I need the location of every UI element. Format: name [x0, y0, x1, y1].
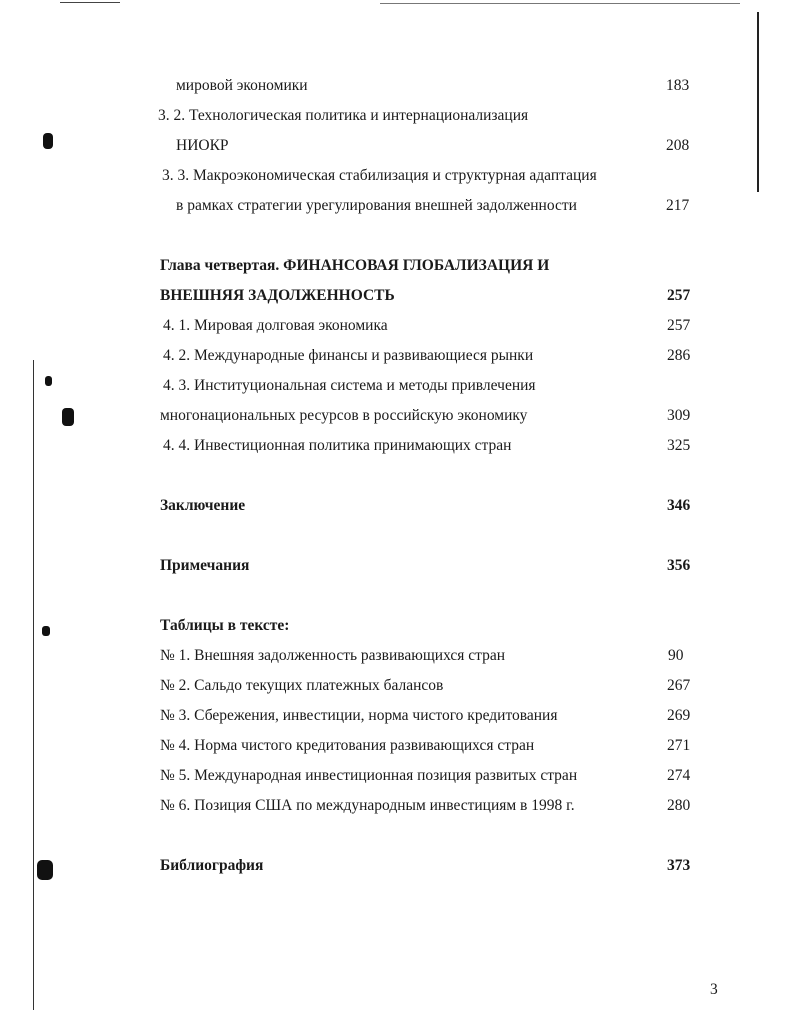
toc-line-page: 267	[667, 677, 691, 694]
ink-blot	[42, 626, 50, 636]
toc-line-page: 286	[667, 347, 691, 364]
toc-line-text: 4. 2. Международные финансы и развивающиеся рынки	[163, 347, 534, 364]
chapter-heading: ВНЕШНЯЯ ЗАДОЛЖЕННОСТЬ	[160, 287, 395, 304]
table-list-item: № 5. Международная инвестиционная позиция развитых стран	[160, 767, 578, 784]
ink-blot	[43, 133, 53, 149]
toc-line-page: 90	[668, 647, 684, 664]
toc-line-page: 346	[667, 497, 691, 514]
section-heading: Библиография	[160, 857, 264, 874]
toc-line-page: 309	[667, 407, 691, 424]
toc-line-text: 4. 1. Мировая долговая экономика	[163, 317, 388, 334]
toc-line-text: 4. 4. Инвестиционная политика принимающих стран	[163, 437, 512, 454]
toc-line-text: 3. 3. Макроэкономическая стабилизация и структурная адаптация	[162, 167, 597, 184]
scan-line-top	[60, 2, 120, 3]
toc-line-page: 325	[667, 437, 691, 454]
toc-line-page: 183	[666, 77, 690, 94]
toc-line-page: 373	[667, 857, 691, 874]
table-list-item: № 6. Позиция США по международным инвестициям в 1998 г.	[160, 797, 575, 814]
scan-edge-right	[757, 12, 759, 192]
toc-line-page: 271	[667, 737, 691, 754]
toc-line-page: 274	[667, 767, 691, 784]
toc-line-page: 257	[667, 287, 691, 304]
section-heading: Таблицы в тексте:	[160, 617, 290, 634]
ink-blot	[62, 408, 74, 426]
toc-line-text: мировой экономики	[176, 77, 308, 94]
toc-line-page: 280	[667, 797, 691, 814]
toc-line-text: НИОКР	[176, 137, 229, 154]
toc-line-text: 3. 2. Технологическая политика и интернационализация	[158, 107, 529, 124]
page-number: 3	[710, 981, 718, 998]
chapter-heading: Глава четвертая. ФИНАНСОВАЯ ГЛОБАЛИЗАЦИЯ И	[160, 257, 550, 274]
toc-line-page: 208	[666, 137, 690, 154]
toc-line-page: 269	[667, 707, 691, 724]
table-list-item: № 3. Сбережения, инвестиции, норма чистого кредитования	[160, 707, 558, 724]
toc-line-text: 4. 3. Институциональная система и методы привлечения	[163, 377, 536, 394]
toc-line-page: 257	[667, 317, 691, 334]
section-heading: Заключение	[160, 497, 246, 514]
ink-blot	[37, 860, 53, 880]
table-list-item: № 1. Внешняя задолженность развивающихся стран	[160, 647, 506, 664]
scan-edge-left	[33, 360, 34, 1010]
toc-line-page: 217	[666, 197, 690, 214]
toc-line-page: 356	[667, 557, 691, 574]
scan-line-top-right	[380, 3, 740, 4]
table-list-item: № 4. Норма чистого кредитования развивающихся стран	[160, 737, 535, 754]
toc-line-text: многонациональных ресурсов в российскую экономику	[160, 407, 528, 424]
section-heading: Примечания	[160, 557, 250, 574]
table-list-item: № 2. Сальдо текущих платежных балансов	[160, 677, 444, 694]
ink-blot	[45, 376, 52, 386]
toc-line-text: в рамках стратегии урегулирования внешней задолженности	[176, 197, 577, 214]
